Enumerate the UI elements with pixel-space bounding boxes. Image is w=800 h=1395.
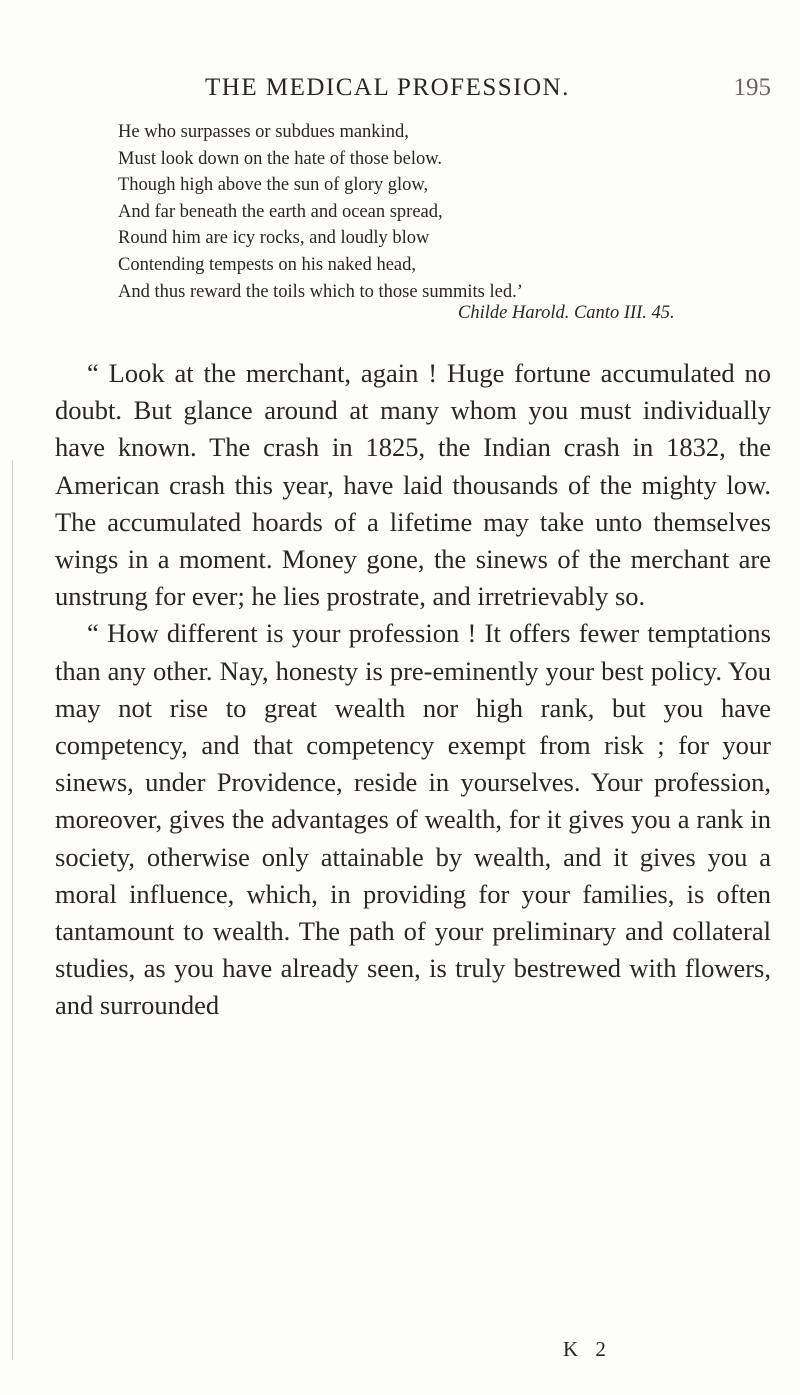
verse-quotation	[118, 119, 678, 305]
verse-line: And far beneath the earth and ocean spread,	[118, 201, 443, 222]
running-title: THE MEDICAL PROFESSION.	[205, 74, 570, 101]
page-edge-shadow	[12, 460, 13, 1360]
signature-mark: K 2	[563, 1337, 612, 1361]
verse-line: Round him are icy rocks, and loudly blow	[118, 228, 430, 249]
body-text	[55, 355, 771, 1025]
verse-line: He who surpasses or subdues mankind,	[118, 122, 409, 142]
verse-line: And thus reward the toils which to those summits led.’	[118, 281, 523, 302]
paragraph: “ How different is your profession ! It offers fewer temptations than any other. Nay, honesty is pre-eminently your best policy. You may not rise to great wealth nor high rank, but you have competency, and that competency exempt from risk ; for your sinews, under Providence, reside in yourselves. Your profession, moreover, gives the advantages of wealth, for it gives you a rank in society, otherwise only attainable by wealth, and it gives you a moral influence, which, in providing for your families, is often tantamount to wealth. The path of your preliminary and collateral studies, as you have already seen, is truly bestrewed with flowers, and surrounded	[55, 618, 771, 1021]
page-number: 195	[733, 74, 771, 101]
verse-line: Though high above the sun of glory glow,	[118, 175, 429, 196]
verse-line: Must look down on the hate of those below.	[118, 148, 443, 169]
paragraph: “ Look at the merchant, again ! Huge fortune accumulated no doubt. But glance around at many whom you must individually have known. The crash in 1825, the Indian crash in 1832, the American crash this year, have laid thousands of the mighty low. The accumulated hoards of a lifetime may take unto themselves wings in a moment. Money gone, the sinews of the merchant are unstrung for ever; he lies prostrate, and irretrievably so.	[55, 358, 771, 612]
verse-citation: Childe Harold. Canto III. 45.	[458, 303, 675, 323]
page-header	[205, 74, 771, 114]
verse-line: Contending tempests on his naked head,	[118, 254, 417, 275]
